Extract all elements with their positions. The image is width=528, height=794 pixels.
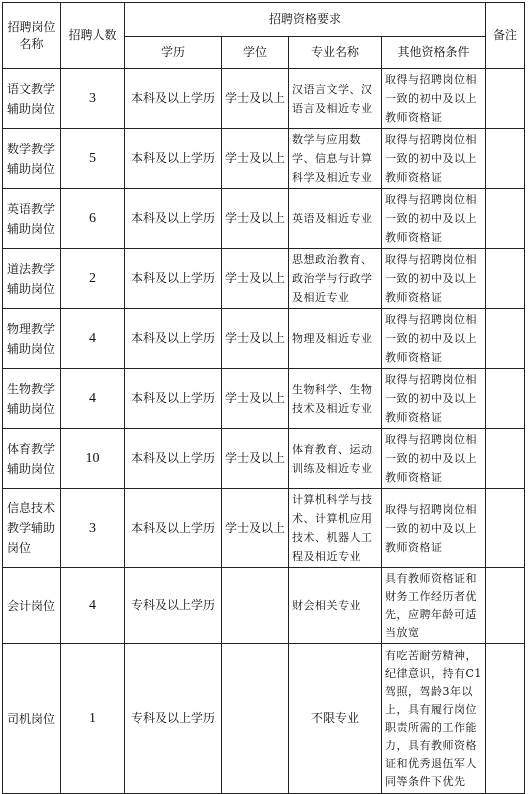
cell-count: 2 [61, 249, 125, 309]
cell-education: 本科及以上学历 [125, 249, 222, 309]
cell-degree: 学士及以上 [222, 429, 289, 489]
cell-remarks [486, 189, 525, 249]
header-major: 专业名称 [289, 37, 382, 69]
cell-other: 取得与招聘岗位相一致的初中及以上教师资格证 [382, 309, 486, 369]
cell-major: 物理及相近专业 [289, 309, 382, 369]
cell-position: 生物教学辅助岗位 [3, 369, 61, 429]
cell-degree [222, 568, 289, 644]
cell-count: 5 [61, 129, 125, 189]
cell-major: 财会相关专业 [289, 568, 382, 644]
cell-count: 6 [61, 189, 125, 249]
cell-education: 本科及以上学历 [125, 489, 222, 568]
cell-education: 本科及以上学历 [125, 309, 222, 369]
cell-position: 道法教学辅助岗位 [3, 249, 61, 309]
table-row [3, 309, 525, 369]
table-row [3, 129, 525, 189]
header-degree: 学位 [222, 37, 289, 69]
cell-remarks [486, 129, 525, 189]
cell-major: 思想政治教育、政治学与行政学及相近专业 [289, 249, 382, 309]
cell-degree: 学士及以上 [222, 309, 289, 369]
cell-count: 4 [61, 568, 125, 644]
cell-degree: 学士及以上 [222, 249, 289, 309]
cell-other: 取得与招聘岗位相一致的初中及以上教师资格证 [382, 69, 486, 129]
cell-other: 取得与招聘岗位相一致的初中及以上教师资格证 [382, 129, 486, 189]
cell-other: 有吃苦耐劳精神，纪律意识，持有C1驾照，驾龄3年以上，具有履行岗位职责所需的工作能力，具有教师资格证和优秀退伍军人同等条件下优先 [382, 644, 486, 794]
cell-education: 本科及以上学历 [125, 369, 222, 429]
recruitment-table [2, 2, 525, 794]
header-requirements: 招聘资格要求 [125, 3, 486, 37]
cell-count: 3 [61, 489, 125, 568]
cell-education: 本科及以上学历 [125, 189, 222, 249]
cell-count: 1 [61, 644, 125, 794]
cell-major: 数学与应用数学、信息与计算科学及相近专业 [289, 129, 382, 189]
cell-other: 取得与招聘岗位相一致的初中及以上教师资格证 [382, 489, 486, 568]
cell-remarks [486, 309, 525, 369]
table-row [3, 568, 525, 644]
header-position: 招聘岗位名称 [3, 3, 61, 69]
cell-count: 4 [61, 369, 125, 429]
cell-major: 生物科学、生物技术及相近专业 [289, 369, 382, 429]
cell-major: 体育教育、运动训练及相近专业 [289, 429, 382, 489]
cell-position: 语文教学辅助岗位 [3, 69, 61, 129]
cell-count: 3 [61, 69, 125, 129]
cell-other: 取得与招聘岗位相一致的初中及以上教师资格证 [382, 369, 486, 429]
cell-other: 取得与招聘岗位相一致的初中及以上教师资格证 [382, 249, 486, 309]
cell-position: 英语教学辅助岗位 [3, 189, 61, 249]
header-other: 其他资格条件 [382, 37, 486, 69]
cell-education: 专科及以上学历 [125, 644, 222, 794]
cell-major: 英语及相近专业 [289, 189, 382, 249]
cell-remarks [486, 429, 525, 489]
cell-position: 信息技术教学辅助岗位 [3, 489, 61, 568]
table-row [3, 189, 525, 249]
cell-remarks [486, 69, 525, 129]
cell-position: 司机岗位 [3, 644, 61, 794]
cell-degree: 学士及以上 [222, 189, 289, 249]
cell-degree: 学士及以上 [222, 489, 289, 568]
cell-count: 4 [61, 309, 125, 369]
cell-major: 不限专业 [289, 644, 382, 794]
cell-education: 专科及以上学历 [125, 568, 222, 644]
table-row [3, 69, 525, 129]
table-row [3, 489, 525, 568]
cell-remarks [486, 568, 525, 644]
cell-other: 具有教师资格证和财务工作经历者优先，应聘年龄可适当放宽 [382, 568, 486, 644]
cell-remarks [486, 369, 525, 429]
cell-position: 数学教学辅助岗位 [3, 129, 61, 189]
header-education: 学历 [125, 37, 222, 69]
table-row [3, 369, 525, 429]
cell-remarks [486, 249, 525, 309]
header-remarks: 备注 [486, 3, 525, 69]
cell-position: 物理教学辅助岗位 [3, 309, 61, 369]
table-row [3, 644, 525, 794]
cell-degree [222, 644, 289, 794]
cell-degree: 学士及以上 [222, 129, 289, 189]
table-row [3, 249, 525, 309]
cell-education: 本科及以上学历 [125, 69, 222, 129]
cell-major: 汉语言文学、汉语言及相近专业 [289, 69, 382, 129]
header-count: 招聘人数 [61, 3, 125, 69]
cell-position: 会计岗位 [3, 568, 61, 644]
cell-education: 本科及以上学历 [125, 429, 222, 489]
cell-count: 10 [61, 429, 125, 489]
table-row [3, 429, 525, 489]
cell-other: 取得与招聘岗位相一致的初中及以上教师资格证 [382, 189, 486, 249]
cell-major: 计算机科学与技术、计算机应用技术、机器人工程及相近专业 [289, 489, 382, 568]
cell-remarks [486, 489, 525, 568]
cell-other: 取得与招聘岗位相一致的初中及以上教师资格证 [382, 429, 486, 489]
cell-position: 体育教学辅助岗位 [3, 429, 61, 489]
cell-remarks [486, 644, 525, 794]
cell-education: 本科及以上学历 [125, 129, 222, 189]
cell-degree: 学士及以上 [222, 369, 289, 429]
cell-degree: 学士及以上 [222, 69, 289, 129]
